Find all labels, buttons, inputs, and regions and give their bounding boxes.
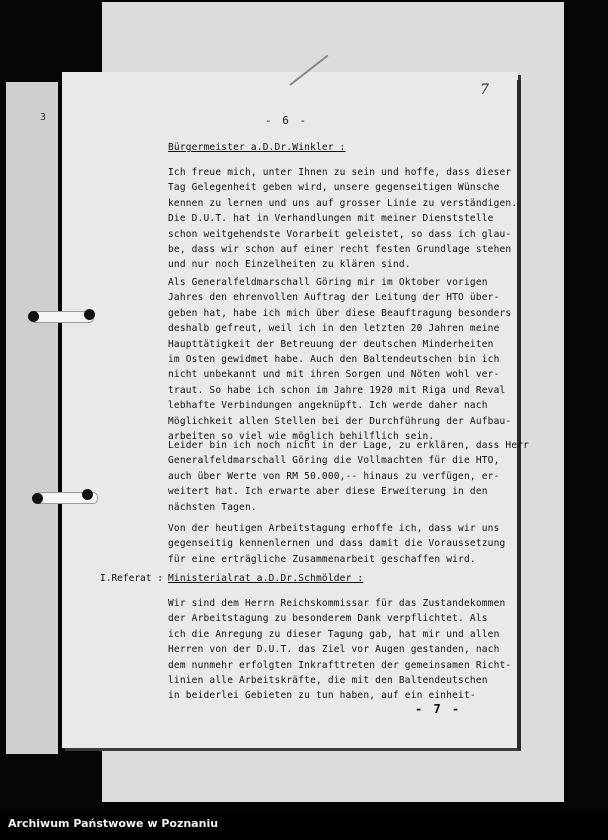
- text-line: lebhafte Verbindungen angeknüpft. Ich werde daher nach: [168, 400, 488, 412]
- text-line: ich die Anregung zu dieser Tagung gab, hat mir und allen: [168, 628, 500, 640]
- speaker-heading-schmoelder: Ministerialrat a.D.Dr.Schmölder :: [168, 573, 364, 584]
- page-edge-shadow: [517, 80, 521, 750]
- text-line: Ich freue mich, unter Ihnen zu sein und hoffe, dass dieser: [168, 167, 512, 178]
- text-line: schon weitgehendste Vorarbeit geleistet, so dass ich glau-: [168, 228, 512, 240]
- punch-hole-bottom: [32, 493, 43, 504]
- text-line: nicht unbekannt und mit ihren Sorgen und Nöten wohl ver-: [168, 369, 500, 381]
- text-line: weitert hat. Ich erwarte aber diese Erweiterung in den: [168, 486, 488, 498]
- strip-mark: 3: [40, 112, 47, 123]
- text-line: der Arbeitstagung zu besonderem Dank verpflichtet. Als: [168, 613, 488, 625]
- page-number-top: - 6 -: [265, 114, 309, 127]
- punch-hole-top-right: [84, 309, 95, 320]
- text-line: im Osten gewidmet habe. Auch den Baltendeutschen bin ich: [168, 354, 500, 365]
- text-line: linien alle Arbeitskräfte, die mit den Baltendeutschen: [168, 675, 488, 686]
- punch-hole-top: [28, 311, 39, 322]
- text-line: Als Generalfeldmarschall Göring mir im Oktober vorigen: [168, 277, 488, 288]
- text-line: auch über Werte von RM 50.000,-- hinaus zu verfügen, er-: [168, 470, 500, 482]
- punch-hole-bottom-right: [82, 489, 93, 500]
- section-label: I.Referat :: [100, 573, 163, 584]
- text-line: kennen zu lernen und uns auf grosser Linie zu verständigen.: [168, 197, 518, 209]
- text-line: Von der heutigen Arbeitstagung erhoffe ich, dass wir uns: [168, 523, 500, 534]
- archive-name: Archiwum Państwowe w Poznaniu: [8, 817, 219, 830]
- text-line: arbeiten so viel wie möglich behilflich sein.: [168, 431, 435, 442]
- text-line: traut. So habe ich schon im Jahre 1920 mit Riga und Reval: [168, 384, 506, 396]
- text-line: Möglichkeit allen Stellen bei der Durchführung der Aufbau-: [168, 415, 512, 427]
- corner-page-mark: 7: [480, 82, 489, 98]
- text-line: be, dass wir schon auf einer recht festen Grundlage stehen: [168, 244, 512, 255]
- text-line: und nur noch Einzelheiten zu klären sind.: [168, 259, 411, 271]
- text-line: in beiderlei Gebieten zu tun haben, auf ein einheit-: [168, 690, 476, 702]
- text-line: Haupttätigkeit der Betreuung der deutschen Minderheiten: [168, 338, 494, 350]
- text-line: Jahres den ehrenvollen Auftrag der Leitung der HTO über-: [168, 292, 500, 304]
- page-number-bottom: - 7 -: [415, 702, 462, 716]
- binder-strip: [6, 82, 58, 754]
- text-line: Die D.U.T. hat in Verhandlungen mit meiner Dienststelle: [168, 213, 494, 225]
- text-line: nächsten Tagen.: [168, 501, 257, 513]
- text-line: Tag Gelegenheit geben wird, unsere gegenseitigen Wünsche: [168, 182, 500, 194]
- text-line: Leider bin ich noch nicht in der Lage, zu erklären, dass Herr: [168, 440, 530, 451]
- text-line: Herren von der D.U.T. das Ziel vor Augen gestanden, nach: [168, 644, 500, 656]
- text-line: geben hat, habe ich mich über diese Beauftragung besonders: [168, 307, 512, 319]
- text-line: dem nunmehr erfolgten Inkrafttreten der gemeinsamen Richt-: [168, 659, 512, 671]
- text-line: für eine erträgliche Zusammenarbeit geschaffen wird.: [168, 553, 476, 565]
- speaker-heading-winkler: Bürgermeister a.D.Dr.Winkler :: [168, 142, 346, 153]
- text-line: gegenseitig kennenlernen und dass damit die Voraussetzung: [168, 538, 506, 550]
- text-line: Wir sind dem Herrn Reichskommissar für das Zustandekommen: [168, 598, 506, 609]
- text-line: Generalfeldmarschall Göring die Vollmachten für die HTO,: [168, 455, 500, 467]
- text-line: deshalb gefreut, weil ich in den letzten 20 Jahren meine: [168, 323, 500, 335]
